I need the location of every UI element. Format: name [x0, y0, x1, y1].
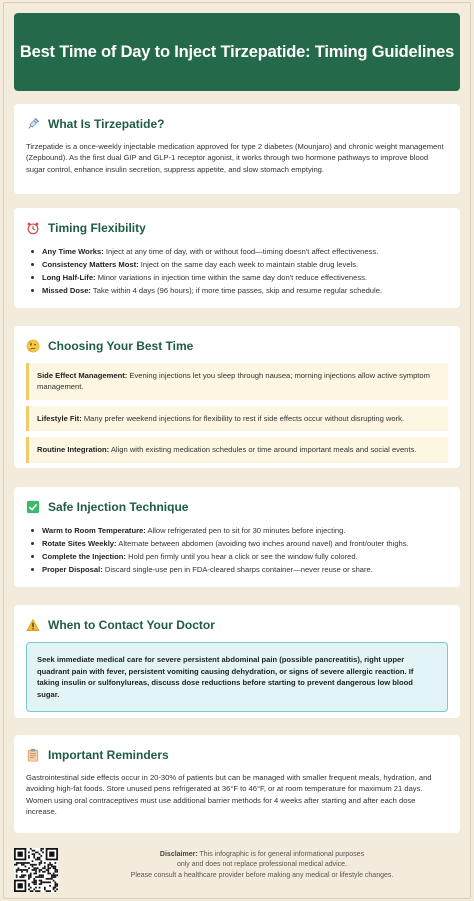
choice-text: Evening injections let you sleep through nausea; morning injections allow active symptom management. [37, 371, 430, 392]
check-box-icon [26, 500, 40, 514]
clipboard-icon [26, 748, 40, 762]
list-item [26, 258, 448, 271]
list-item [26, 245, 448, 258]
alarm-clock-icon [26, 221, 40, 235]
technique-title: Safe Injection Technique [48, 500, 189, 514]
what-is-text: Tirzepatide is a once-weekly injectable medication approved for type 2 diabetes (Mounjaro) and chronic weight management (Zepbound). As the first dual GIP and GLP-1 receptor agonist, it works through two hormone pathways to improve blood sugar control, enhance insulin secretion, suppress appetite, and slow stomach emptying. [26, 142, 444, 174]
technique-heading [26, 499, 448, 515]
choice-label: Routine Integration: [37, 445, 110, 455]
thinking-face-icon [26, 339, 40, 353]
technique-list [26, 524, 448, 576]
item-label: Proper Disposal: [42, 565, 103, 574]
footer [14, 842, 460, 894]
list-item [26, 537, 448, 550]
doctor-title: When to Contact Your Doctor [48, 618, 215, 632]
list-item [26, 550, 448, 563]
list-item [26, 524, 448, 537]
item-label: Warm to Room Temperature: [42, 526, 146, 535]
item-label: Missed Dose: [42, 286, 91, 295]
item-text: Take within 4 days (96 hours); if more time passes, skip and resume regular schedule. [90, 286, 383, 295]
reminders-title: Important Reminders [48, 748, 169, 762]
timing-card [14, 208, 460, 308]
timing-title: Timing Flexibility [48, 221, 146, 235]
list-item [26, 284, 448, 297]
timing-list [26, 245, 448, 297]
choice-text: Align with existing medication schedules or time around important meals and social events. [109, 445, 417, 455]
item-label: Rotate Sites Weekly: [42, 539, 117, 548]
header-banner [14, 13, 460, 91]
item-text: Alternate between abdomen (avoiding two inches around navel) and front/outer thighs. [116, 539, 409, 548]
reminders-text: Gastrointestinal side effects occur in 20-30% of patients but can be managed with smaller frequent meals, hydration, and avoiding high-fat foods. Store unused pens refrigerated at 36°F to 46°F, or at room temperature for maximum 21 days. Women using oral contraceptives must use additional barrier methods for 4 weeks after starting and after each dose increase. [26, 773, 432, 817]
what-is-heading [26, 116, 448, 132]
item-label: Long Half-Life: [42, 273, 96, 282]
item-label: Any Time Works: [42, 247, 104, 256]
disclaimer-line: only and does not replace professional medical advice. [176, 861, 348, 869]
choosing-card [14, 326, 460, 468]
doctor-alert-box [26, 642, 448, 712]
disclaimer-label: Disclaimer: [159, 851, 198, 858]
item-text: Inject at any time of day, with or without food—timing doesn't affect effectiveness. [103, 247, 379, 256]
item-label: Complete the Injection: [42, 552, 126, 561]
disclaimer-line: This infographic is for general informational purposes [197, 851, 365, 858]
syringe-icon [26, 117, 40, 131]
item-text: Inject on the same day each week to maintain stable drug levels. [138, 260, 359, 269]
timing-heading [26, 220, 448, 236]
disclaimer-line: Please consult a healthcare provider before making any medical or lifestyle changes. [130, 871, 394, 879]
choice-lifestyle [26, 406, 448, 431]
choice-label: Lifestyle Fit: [37, 413, 82, 423]
choice-label: Side Effect Management: [37, 371, 128, 380]
item-text: Allow refrigerated pen to sit for 30 minutes before injecting. [145, 526, 346, 535]
qr-code-image [14, 848, 58, 892]
doctor-alert-text: Seek immediate medical care for severe persistent abdominal pain (possible pancreatitis), right upper quadrant pain with fever, persistent vomiting causing dehydration, or signs of severe allergic reaction. If taking insulin or sulfonylureas, discuss dose reductions before starting to prevent dangerous low blood sugar. [37, 655, 414, 699]
reminders-heading [26, 747, 448, 763]
item-label: Consistency Matters Most: [42, 260, 139, 269]
list-item [26, 271, 448, 284]
item-text: Discard single-use pen in FDA-cleared sharps container—never reuse or share. [102, 565, 373, 574]
item-text: Minor variations in injection time within the same day don't reduce effectiveness. [95, 273, 368, 282]
technique-card [14, 487, 460, 587]
warning-icon [26, 618, 40, 632]
item-text: Hold pen firmly until you hear a click or see the window fully colored. [125, 552, 358, 561]
choosing-title: Choosing Your Best Time [48, 339, 194, 353]
list-item [26, 563, 448, 576]
reminders-card [14, 735, 460, 833]
what-is-title: What Is Tirzepatide? [48, 117, 165, 131]
choosing-heading [26, 338, 448, 354]
page-title: Best Time of Day to Inject Tirzepatide: Timing Guidelines [19, 42, 455, 61]
what-is-card [14, 104, 460, 194]
doctor-card [14, 605, 460, 718]
disclaimer [72, 850, 452, 881]
choice-side-effect [26, 363, 448, 400]
choice-text: Many prefer weekend injections for flexibility to rest if side effects occur without disrupting work. [81, 413, 405, 423]
doctor-heading [26, 617, 448, 633]
choice-routine [26, 437, 448, 462]
